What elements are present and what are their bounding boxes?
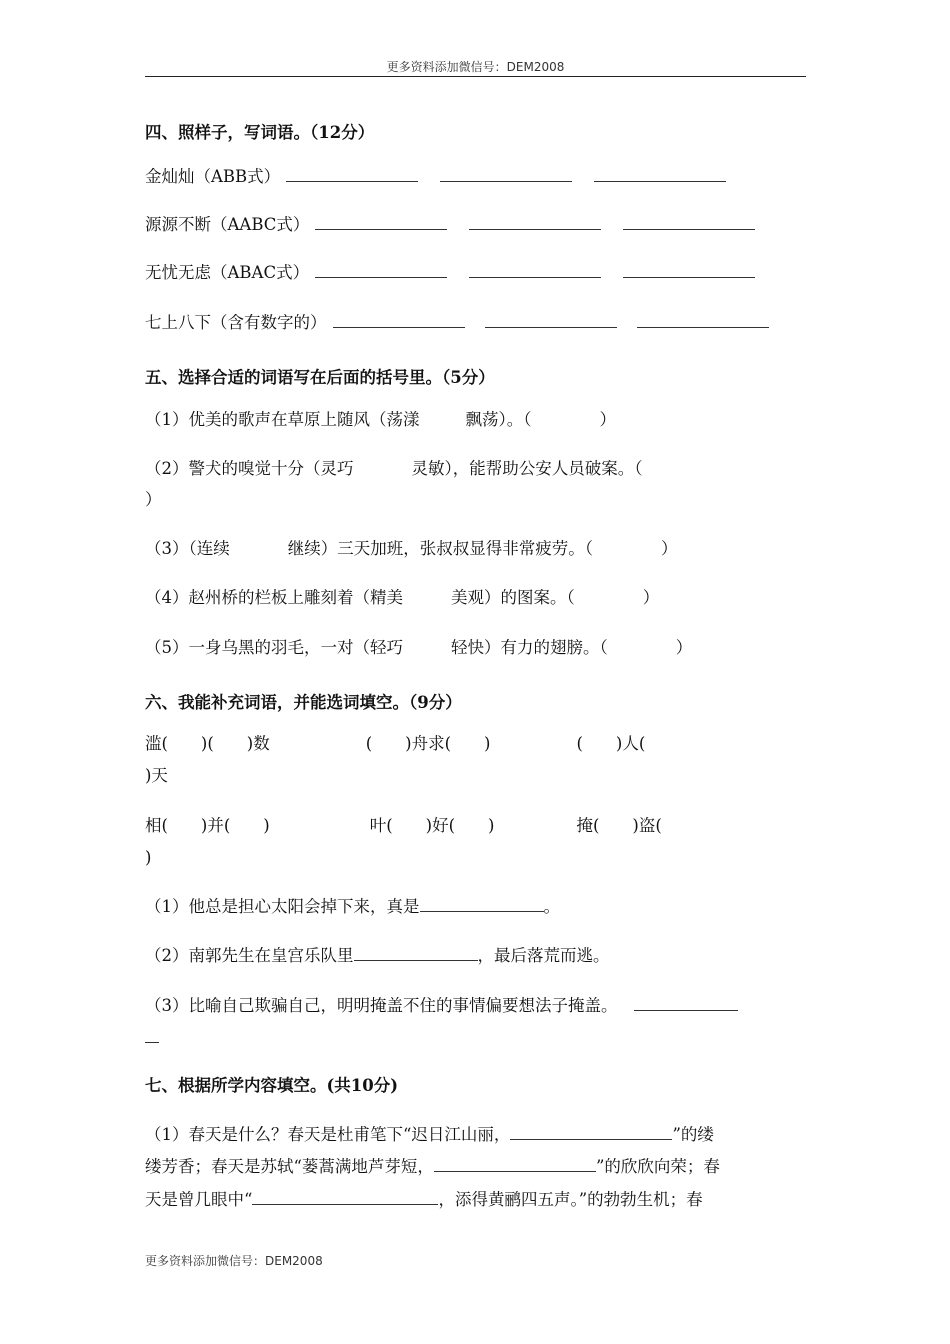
answer-blank[interactable] <box>469 263 601 278</box>
answer-blank[interactable] <box>623 215 755 230</box>
question-text: ”的欣欣向荣；春 <box>595 1157 720 1176</box>
idiom-fill[interactable]: 相( )并( ) <box>145 816 270 835</box>
question-text: 灵敏），能帮助公安人员破案。（ <box>411 459 643 478</box>
idiom-fill[interactable]: 掩( )盗( <box>576 816 662 835</box>
question-text: ） <box>675 638 693 657</box>
question-text: 美观）的图案。（ <box>451 588 575 607</box>
answer-blank[interactable] <box>623 263 755 278</box>
question-text: ） <box>599 410 616 429</box>
question-text: ，添得黄鹂四五声。”的勃勃生机；春 <box>438 1190 703 1209</box>
header-divider <box>145 76 806 77</box>
sec4-item-3 <box>145 263 755 283</box>
question-text: （1）他总是担心太阳会掉下来，真是 <box>145 897 420 916</box>
sec4-item-4 <box>145 313 769 333</box>
idiom-fill[interactable]: ( )舟求( ) <box>365 734 491 753</box>
question-text: 飘荡）。（ <box>465 410 532 429</box>
question-text: ） <box>642 588 660 607</box>
question-text: （4）赵州桥的栏板上雕刻着（精美 <box>145 588 403 607</box>
question-text: ，最后落荒而逃。 <box>477 946 610 965</box>
answer-blank[interactable] <box>434 1157 596 1172</box>
sec4-item-label: 源源不断（AABC式） <box>145 215 310 234</box>
answer-blank[interactable] <box>420 897 544 912</box>
question-text: （5）一身乌黑的羽毛，一对（轻巧 <box>145 638 403 657</box>
question-text: 继续）三天加班，张叔叔显得非常疲劳。（ <box>287 539 593 558</box>
idiom-row-2 <box>145 816 662 836</box>
answer-blank[interactable] <box>354 946 478 961</box>
page-footer: 更多资料添加微信号：DEM2008 <box>145 1254 323 1268</box>
question-text: 天是曾几眼中“ <box>145 1190 253 1209</box>
question-text: （3）（连续 <box>145 539 230 558</box>
question-text: （2）警犬的嗅觉十分（灵巧 <box>145 459 354 478</box>
section-4-title: 四、照样子，写词语。（12分） <box>145 123 375 142</box>
sec4-item-label: 金灿灿（ABB式） <box>145 167 281 186</box>
page-header: 更多资料添加微信号：DEM2008 <box>386 60 565 74</box>
question-text: 轻快）有力的翅膀。（ <box>451 638 608 657</box>
idiom-row-2-cont: ) <box>145 848 152 867</box>
answer-blank[interactable] <box>469 215 601 230</box>
question-text: ） <box>661 539 678 558</box>
sec5-question-4 <box>145 588 659 608</box>
answer-blank[interactable] <box>510 1125 672 1140</box>
sec5-question-3 <box>145 539 678 559</box>
sec5-question-2 <box>145 459 645 479</box>
sec4-item-2 <box>145 215 755 235</box>
answer-blank[interactable] <box>286 167 418 182</box>
question-text: （3）比喻自己欺骗自己，明明掩盖不住的事情偏要想法子掩盖。 <box>145 996 618 1015</box>
answer-blank[interactable] <box>594 167 726 182</box>
idiom-row-1 <box>145 734 645 754</box>
idiom-fill[interactable]: 滥( )( )数 <box>145 734 270 753</box>
sec6-question-1 <box>145 897 560 917</box>
idiom-fill[interactable]: 叶( )好( ) <box>369 816 495 835</box>
sec6-question-3-cont <box>145 1028 159 1048</box>
sec4-item-1 <box>145 167 726 187</box>
sec5-question-1 <box>145 410 616 430</box>
sec7-line-2 <box>145 1157 720 1177</box>
answer-blank[interactable] <box>440 167 572 182</box>
question-text: （1）春天是什么？春天是杜甫笔下“迟日江山丽， <box>145 1125 511 1144</box>
answer-blank[interactable] <box>252 1190 438 1205</box>
answer-blank[interactable] <box>485 313 617 328</box>
answer-blank[interactable] <box>315 263 447 278</box>
answer-blank[interactable] <box>634 996 738 1011</box>
section-7-title: 七、根据所学内容填空。(共10分) <box>145 1076 399 1095</box>
idiom-fill[interactable]: ( )人( <box>576 734 646 753</box>
answer-blank[interactable] <box>637 313 769 328</box>
sec4-item-label: 七上八下（含有数字的） <box>145 313 327 332</box>
section-5-title: 五、选择合适的词语写在后面的括号里。（5分） <box>145 368 495 387</box>
sec4-item-label: 无忧无虑（ABAC式） <box>145 263 310 282</box>
answer-blank[interactable] <box>315 215 447 230</box>
sec6-question-3 <box>145 996 738 1016</box>
sec7-line-3 <box>145 1190 703 1210</box>
question-text: （1）优美的歌声在草原上随风（荡漾 <box>145 410 420 429</box>
question-text: 缕芳香；春天是苏轼“蒌蒿满地芦芽短， <box>145 1157 434 1176</box>
answer-blank[interactable] <box>145 1028 159 1043</box>
sec7-line-1 <box>145 1125 714 1145</box>
sec5-question-2-cont: ） <box>145 490 162 509</box>
question-text: ”的缕 <box>672 1125 714 1144</box>
sec5-question-5 <box>145 638 692 658</box>
answer-blank[interactable] <box>333 313 465 328</box>
idiom-row-1-cont: )天 <box>145 766 168 785</box>
section-6-title: 六、我能补充词语，并能选词填空。（9分） <box>145 693 462 712</box>
sec6-question-2 <box>145 946 610 966</box>
question-text: （2）南郭先生在皇宫乐队里 <box>145 946 354 965</box>
question-text: 。 <box>543 897 560 916</box>
